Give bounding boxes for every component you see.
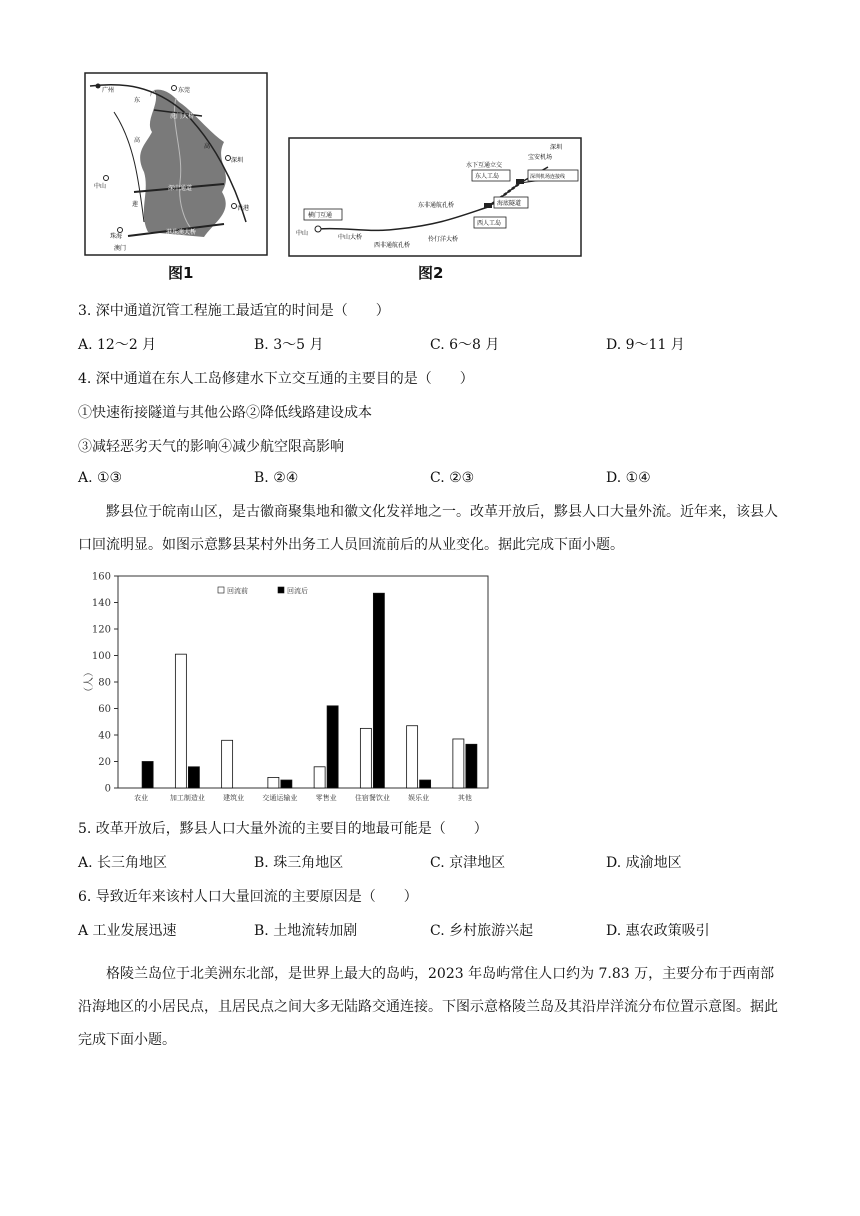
figure1-map bbox=[84, 72, 268, 256]
map1-label-d: 高 bbox=[204, 143, 211, 150]
map2-hengmen: 横门互通 bbox=[308, 212, 333, 219]
x-tick-label: 建筑业 bbox=[223, 794, 245, 802]
map1-gangzhuao: 港珠澳大桥 bbox=[166, 229, 197, 236]
x-tick-label: 农业 bbox=[134, 794, 149, 802]
legend-swatch bbox=[218, 587, 224, 593]
x-tick-label: 零售业 bbox=[315, 794, 337, 802]
map1-zhongshan: 中山 bbox=[94, 183, 107, 190]
question-3-stem: 3. 深中通道沉管工程施工最适宜的时间是（ ） bbox=[78, 303, 390, 319]
question-5-option-a: A. 长三角地区 bbox=[78, 855, 168, 871]
figure2-caption: 图2 bbox=[418, 264, 444, 282]
y-tick-label: 160 bbox=[91, 571, 111, 583]
y-tick-label: 0 bbox=[104, 783, 111, 795]
map2-zhongshan: 中山 bbox=[296, 230, 309, 237]
map2-airport: 宝安机场 bbox=[528, 154, 553, 161]
map1-hongkong: 香港 bbox=[237, 205, 250, 212]
y-tick-label: 40 bbox=[98, 730, 111, 742]
map2-west-island: 西人工岛 bbox=[477, 220, 502, 227]
map1-humen: 虎门大桥 bbox=[170, 113, 195, 120]
bar-after bbox=[281, 780, 292, 788]
question-6-option-c: C. 乡村旅游兴起 bbox=[430, 923, 534, 939]
question-5-option-c: C. 京津地区 bbox=[430, 855, 506, 871]
y-axis-label: （人） bbox=[84, 667, 95, 697]
legend-label: 回流后 bbox=[287, 587, 308, 595]
question-4-stem: 4. 深中通道在东人工岛修建水下立交互通的主要目的是（ ） bbox=[78, 371, 474, 387]
figure1-caption: 图1 bbox=[168, 264, 194, 282]
bar-before bbox=[175, 654, 186, 788]
question-3-option-d: D. 9～11 月 bbox=[606, 337, 685, 353]
map2-east-island: 东人工岛 bbox=[475, 173, 500, 180]
legend-label: 回流前 bbox=[227, 587, 248, 595]
y-tick-label: 60 bbox=[98, 704, 111, 715]
question-3-option-b: B. 3～5 月 bbox=[254, 337, 324, 353]
map2-undersea-tunnel: 海底隧道 bbox=[497, 200, 522, 207]
question-6-option-d: D. 惠农政策吸引 bbox=[606, 923, 710, 939]
y-tick-label: 20 bbox=[98, 757, 111, 768]
question-3-option-c: C. 6～8 月 bbox=[430, 337, 500, 353]
bar-after bbox=[420, 780, 431, 788]
bar-chart bbox=[78, 566, 498, 806]
bar-after bbox=[373, 593, 384, 788]
x-tick-label: 交通运输业 bbox=[262, 794, 298, 802]
question-4-option-c: C. ②③ bbox=[430, 470, 475, 486]
figure2-route-map bbox=[288, 137, 582, 257]
map2-west-channel: 西非通航孔桥 bbox=[374, 242, 411, 249]
bar-chart-container bbox=[78, 566, 498, 806]
bar-before bbox=[314, 767, 325, 788]
map1-shenzhong: 深中通道 bbox=[168, 185, 193, 192]
question-4-option-d: D. ①④ bbox=[606, 470, 651, 486]
question-6-stem: 6. 导致近年来该村人口大量回流的主要原因是（ ） bbox=[78, 889, 418, 905]
y-tick-label: 80 bbox=[98, 677, 111, 689]
bar-after bbox=[327, 706, 338, 788]
question-4-statements-2: ③减轻恶劣天气的影响④减少航空限高影响 bbox=[78, 439, 344, 455]
bar-after bbox=[188, 767, 199, 788]
question-3-option-a: A. 12～2 月 bbox=[78, 337, 157, 353]
y-tick-label: 140 bbox=[91, 598, 111, 609]
question-5-option-d: D. 成渝地区 bbox=[606, 855, 682, 871]
plot-area bbox=[118, 576, 488, 788]
map1-label-e: 广 bbox=[150, 91, 157, 98]
question-6-option-b: B. 土地流转加剧 bbox=[254, 923, 358, 939]
x-tick-label: 其他 bbox=[457, 794, 472, 802]
map2-lingdingyang: 伶仃洋大桥 bbox=[428, 236, 459, 243]
bar-after bbox=[142, 762, 153, 789]
passage-yixian: 黟县位于皖南山区，是古徽商聚集地和徽文化发祥地之一。改革开放后，黟县人口大量外流。近年来，该县人口回流明显。如图示意黟县某村外出务工人员回流前后的从业变化。据此完成下面小题。 bbox=[78, 504, 778, 553]
y-tick-label: 120 bbox=[91, 624, 111, 636]
question-5-option-b: B. 珠三角地区 bbox=[254, 855, 344, 871]
map2-airport-link: 深圳机场连接线 bbox=[530, 174, 566, 180]
legend-swatch bbox=[278, 587, 284, 593]
map2-zhongshan-bridge: 中山大桥 bbox=[338, 234, 363, 241]
map1-guangzhou: 广州 bbox=[102, 87, 115, 94]
map2-shenzhen: 深圳 bbox=[550, 144, 563, 151]
map1-label-c: 莲 bbox=[132, 201, 139, 208]
map1-label-a: 东 bbox=[134, 97, 141, 104]
question-6-option-a: A 工业发展迅速 bbox=[78, 923, 177, 939]
bar-before bbox=[222, 740, 233, 788]
map1-label-b: 高 bbox=[134, 137, 141, 144]
bar-before bbox=[360, 728, 371, 788]
map2-east-channel: 东非通航孔桥 bbox=[418, 202, 455, 209]
x-tick-label: 住宿餐饮业 bbox=[354, 794, 390, 802]
map1-shenzhen: 深圳 bbox=[231, 157, 244, 164]
map1-dongguan: 东莞 bbox=[178, 87, 191, 94]
map2-underwater: 水下互通立交 bbox=[466, 162, 503, 169]
map1-aomen: 澳门 bbox=[114, 245, 127, 252]
bar-after bbox=[466, 744, 477, 788]
passage-greenland: 格陵兰岛位于北美洲东北部，是世界上最大的岛屿，2023 年岛屿常住人口约为 7.83 万，主要分布于西南部沿海地区的小居民点，且居民点之间大多无陆路交通连接。下图示意格陵兰岛及其沿岸洋流分布位置示意图。据此完成下面小题。 bbox=[78, 966, 778, 1048]
bar-before bbox=[407, 726, 418, 788]
x-tick-label: 加工制造业 bbox=[169, 794, 205, 802]
bar-before bbox=[453, 739, 464, 788]
question-4-option-b: B. ②④ bbox=[254, 470, 299, 486]
question-4-statements-1: ①快速衔接隧道与其他公路②降低线路建设成本 bbox=[78, 405, 372, 421]
x-tick-label: 娱乐业 bbox=[408, 794, 430, 802]
y-tick-label: 100 bbox=[91, 651, 111, 662]
bar-before bbox=[268, 777, 279, 788]
question-5-stem: 5. 改革开放后，黟县人口大量外流的主要目的地最可能是（ ） bbox=[78, 821, 488, 837]
map1-zhuhai: 珠海 bbox=[110, 233, 123, 240]
question-4-option-a: A. ①③ bbox=[78, 470, 123, 486]
